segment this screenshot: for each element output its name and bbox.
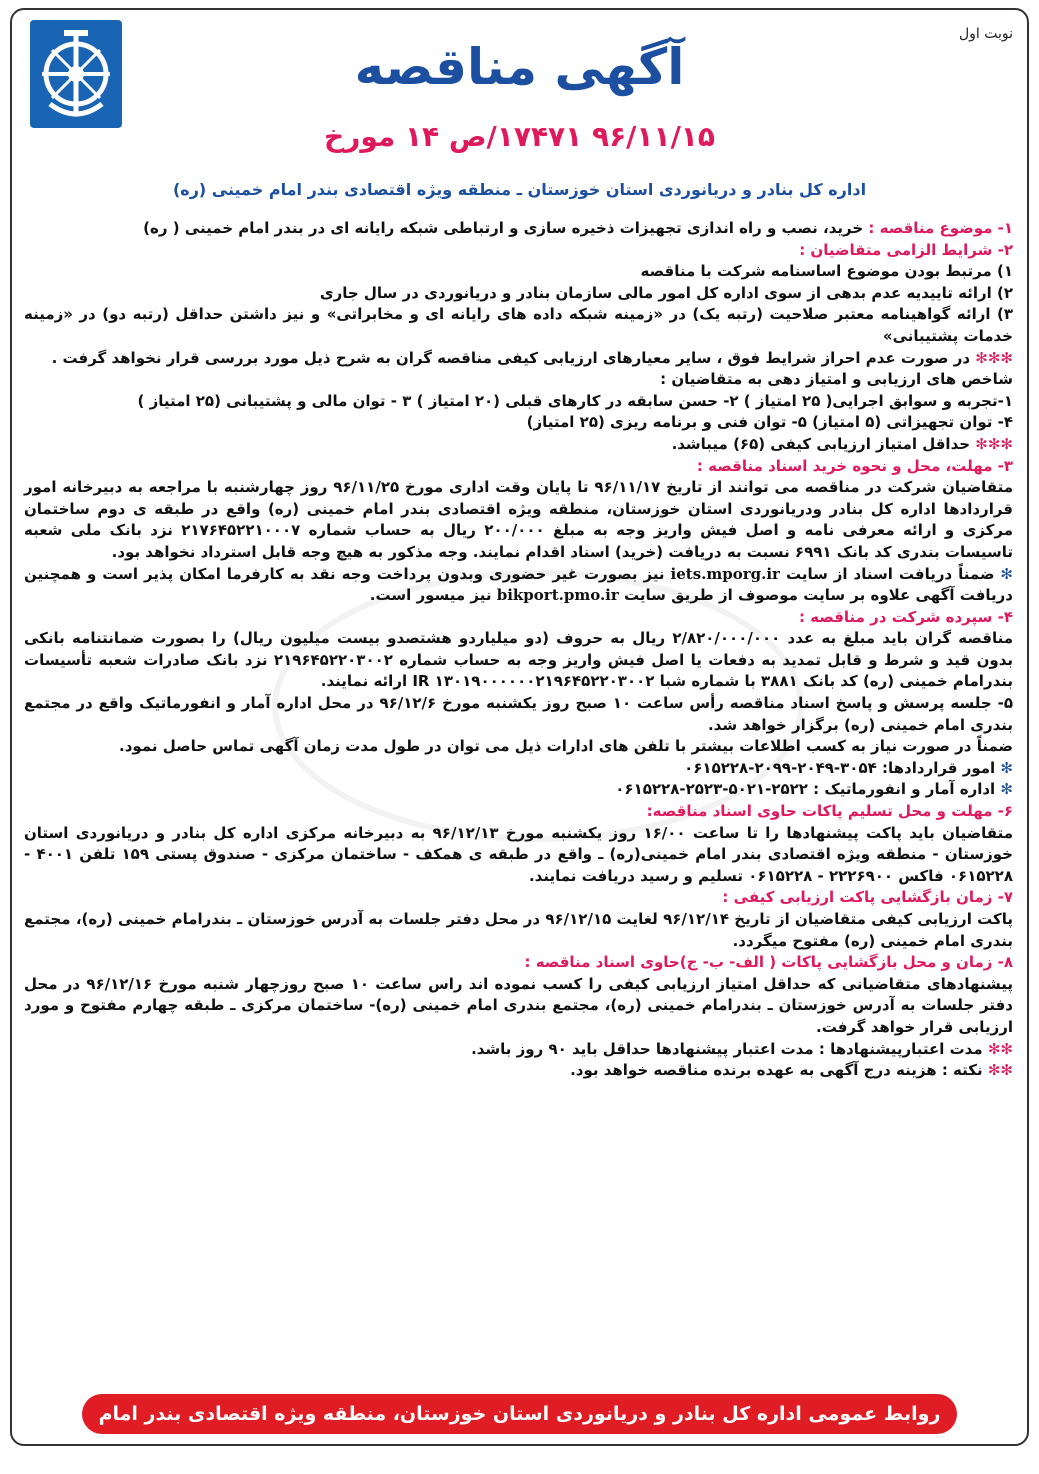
asterisk-icon: ✻✻✻ (975, 348, 1013, 367)
page-title: آگهی مناقصه (354, 38, 685, 96)
section-4-text: مناقصه گران باید مبلغ به عدد ۲/۸۲۰/۰۰۰/۰۰۰ ریال به حروف (دو میلیاردو هشتصدو بیست میلیون ریال) را بصورت ضمانتنامه بانکی بدون قید و شرط و قابل تمدید به دفعات یا اصل فیش واریز وجه به حساب شماره ۲۱۹۶۴۵۲۲۰۳۰۰۲ نزد بانک صادرات شعبه تأسیسات بندرامام خمینی (ره) کد بانک ۳۸۸۱ با شماره شبا IR ۱۳۰۱۹۰۰۰۰۰۰۲۱۹۶۴۵۲۲۰۳۰۰۲ ارائه نمایند. (24, 629, 1013, 691)
asterisk-icon: ✻ (1000, 564, 1013, 583)
section-2-item: ۲) ارائه تاییدیه عدم بدهی از سوی اداره کل امور مالی سازمان بنادر و دریانوردی در سال جاری (319, 283, 1013, 302)
reference-number: ۹۶/۱۱/۱۵ ۱۷۴۷۱/ص ۱۴ مورخ (324, 120, 715, 153)
contact-intro: ضمناً در صورت نیاز به کسب اطلاعات بیشتر با تلفن های ادارات ذیل می توان در طول مدت زمان آگهی تماس حاصل نمود. (119, 737, 1013, 756)
section-1-text: خرید، نصب و راه اندازی تجهیزات ذخیره سازی و ارتباطی شبکه رایانه ای در بندر امام خمینی ( ره) (143, 219, 869, 237)
section-2-item: ۳) ارائه گواهینامه معتبر صلاحیت (رتبه یک) در «زمینه شبکه داده های رایانه ای و مخابراتی» و نیز داشتن حداقل (رتبه دو) در «زمینه خدمات پشتیبانی» (24, 305, 1013, 345)
asterisk-icon: ✻ (1000, 780, 1013, 799)
criteria-line: ۱-تجربه و سوابق اجرایی( ۲۵ امتیاز ) ۲- حسن سابقه در کارهای قبلی (۲۰ امتیاز ) ۳ - توان مالی و پشتیبانی (۲۵ امتیاز ) (137, 391, 1013, 410)
asterisk-icon: ✻✻✻ (975, 434, 1013, 453)
issuer-name: اداره کل بنادر و دریانوردی استان خوزستان ـ منطقه ویژه اقتصادی بندر امام خمینی (ره) (172, 180, 867, 199)
asterisk-icon: ✻ (1000, 758, 1013, 777)
section-3-online: ✻ ضمناً دریافت اسناد از سایت iets.mporg.ir نیز بصورت غیر حضوری وبدون پرداخت وجه نقد به کارفرما امکان پذیر است و همچنین دریافت آگهی علاوه بر سایت موصوف از طریق سایت bikport.pmo.ir نیز میسور است. (24, 564, 1013, 605)
section-3-text: متقاضیان شرکت در مناقصه می توانند از تاریخ ۹۶/۱۱/۱۷ تا پایان وقت اداری مورخ ۹۶/۱۱/۲۵ روز چهارشنبه با مراجعه به دبیرخانه امور قراردادها اداره کل بنادر ودریانوردی استان خوزستان، منطقه ویژه اقتصادی بندر امام خمینی (ره) واقع در طبقه ی دوم ساختمان مرکزی و ارائه معرفی نامه و اصل فیش واریز وجه به مبلغ ۲۰۰/۰۰۰ ریال به حساب شماره ۲۱۷۶۴۵۲۲۱۰۰۰۷ نزد بانک ملی شعبه تاسیسات بندری کد بانک ۶۹۹۱ نسبت به دریافت (خرید) اسناد اقدام نمایند. وجه مذکور به هیچ وجه قابل استرداد نخواهد بود. (24, 478, 1013, 561)
section-7-text: پاکت ارزیابی کیفی متقاضیان از تاریخ ۹۶/۱۲/۱۴ لغایت ۹۶/۱۲/۱۵ در محل دفتر جلسات به آدرس خوزستان ـ بندرامام خمینی (ره)، مجتمع بندری امام خمینی (ره) مفتوح میگردد. (24, 910, 1014, 950)
site-link-iets[interactable]: iets.mporg.ir (670, 564, 780, 583)
section-1 (24, 218, 1013, 240)
contact-line: ✻ اداره آمار و انفورماتیک : ۲۵۲۲-۵۰۲۱-۲۵۲۳-۰۶۱۵۲۲۸ (615, 780, 1013, 799)
section-1-label: ۱- موضوع مناقصه : (868, 219, 1013, 237)
section-5-text: ۵- جلسه پرسش و پاسخ اسناد مناقصه رأس ساعت ۱۰ صبح روز یکشنبه مورخ ۹۶/۱۲/۶ در محل اداره آمار و انفورماتیک واقع در مجتمع بندری امام خمینی (ره) برگزار خواهد شد. (24, 694, 1014, 734)
tender-notice (10, 8, 1029, 1465)
turn-label: نوبت اول (958, 26, 1013, 42)
notice-body (24, 218, 1013, 1082)
cost-note: ✻✻ نکته : هزینه درج آگهی به عهده برنده مناقصه خواهد بود. (570, 1061, 1013, 1080)
contact-line: ✻ امور قراردادها: ۳۰۵۴-۲۰۴۹-۲۰۹۹-۰۶۱۵۲۲۸ (684, 758, 1013, 777)
section-7-label: ۷- زمان بازگشایی پاکت ارزیابی کیفی : (722, 888, 1013, 907)
asterisk-icon: ✻✻ (987, 1061, 1013, 1080)
section-2-label: ۲- شرایط الزامی متقاضیان : (799, 240, 1013, 259)
footer-banner: روابط عمومی اداره کل بنادر و دریانوردی استان خوزستان، منطقه ویژه اقتصادی بندر امام خمینی (ره) (82, 1394, 957, 1434)
section-2-note: ✻✻✻ در صورت عدم احراز شرایط فوق ، سایر معیارهای ارزیابی کیفی مناقصه گران به شرح ذیل مورد بررسی قرار نخواهد گرفت . (51, 348, 1013, 367)
section-3-label: ۳- مهلت، محل و نحوه خرید اسناد مناقصه : (696, 456, 1013, 475)
validity-note: ✻✻ مدت اعتبارپیشنهادها : مدت اعتبار پیشنهادها حداقل باید ۹۰ روز باشد. (471, 1039, 1013, 1058)
section-8-label: ۸- زمان و محل بازگشایی پاکات ( الف- ب- ج)حاوی اسناد مناقصه : (524, 953, 1013, 972)
section-8-text: پیشنهادهای متقاضیانی که حداقل امتیاز ارزیابی کیفی را کسب نموده اند راس ساعت ۱۰ صبح روزچهار شنبه مورخ ۹۶/۱۲/۱۶ در محل دفتر جلسات به آدرس خوزستان ـ بندرامام خمینی (ره)، مجتمع بندری امام خمینی (ره)- ساختمان مرکزی ـ طبقه چهارم مفتوح و مورد ارزیابی قرار خواهد گرفت. (24, 974, 1013, 1036)
section-6-label: ۶- مهلت و محل تسلیم پاکات حاوی اسناد مناقصه: (646, 802, 1013, 821)
section-6-text: متقاضیان باید پاکت پیشنهادها را تا ساعت ۱۶/۰۰ روز یکشنبه مورخ ۹۶/۱۲/۱۳ به دبیرخانه مرکزی اداره کل بنادر و دریانوردی استان خوزستان - منطقه ویژه اقتصادی بندر امام خمینی(ره) ـ واقع در طبقه ی همکف - ساختمان مرکزی - صندوق پستی ۱۵۹ تلفن ۴۰۰۱ - ۰۶۱۵۲۲۸ فاکس ۲۲۲۶۹۰۰ - ۰۶۱۵۲۲۸ تسلیم و رسید دریافت نمایند. (24, 823, 1013, 885)
criteria-line: ۴- توان تجهیزاتی (۵ امتیاز) ۵- توان فنی و برنامه ریزی (۲۵ امتیاز) (526, 413, 1013, 432)
asterisk-icon: ✻✻ (987, 1039, 1013, 1058)
section-4-label: ۴- سپرده شرکت در مناقصه : (798, 607, 1013, 626)
criteria-minimum: ✻✻✻ حداقل امتیاز ارزیابی کیفی (۶۵) میباشد. (671, 434, 1013, 453)
criteria-title: شاخص های ارزیابی و امتیاز دهی به متقاضیان : (660, 370, 1013, 389)
site-link-bikport[interactable]: bikport.pmo.ir (496, 586, 619, 605)
section-2-item: ۱) مرتبط بودن موضوع اساسنامه شرکت با مناقصه (640, 262, 1013, 281)
